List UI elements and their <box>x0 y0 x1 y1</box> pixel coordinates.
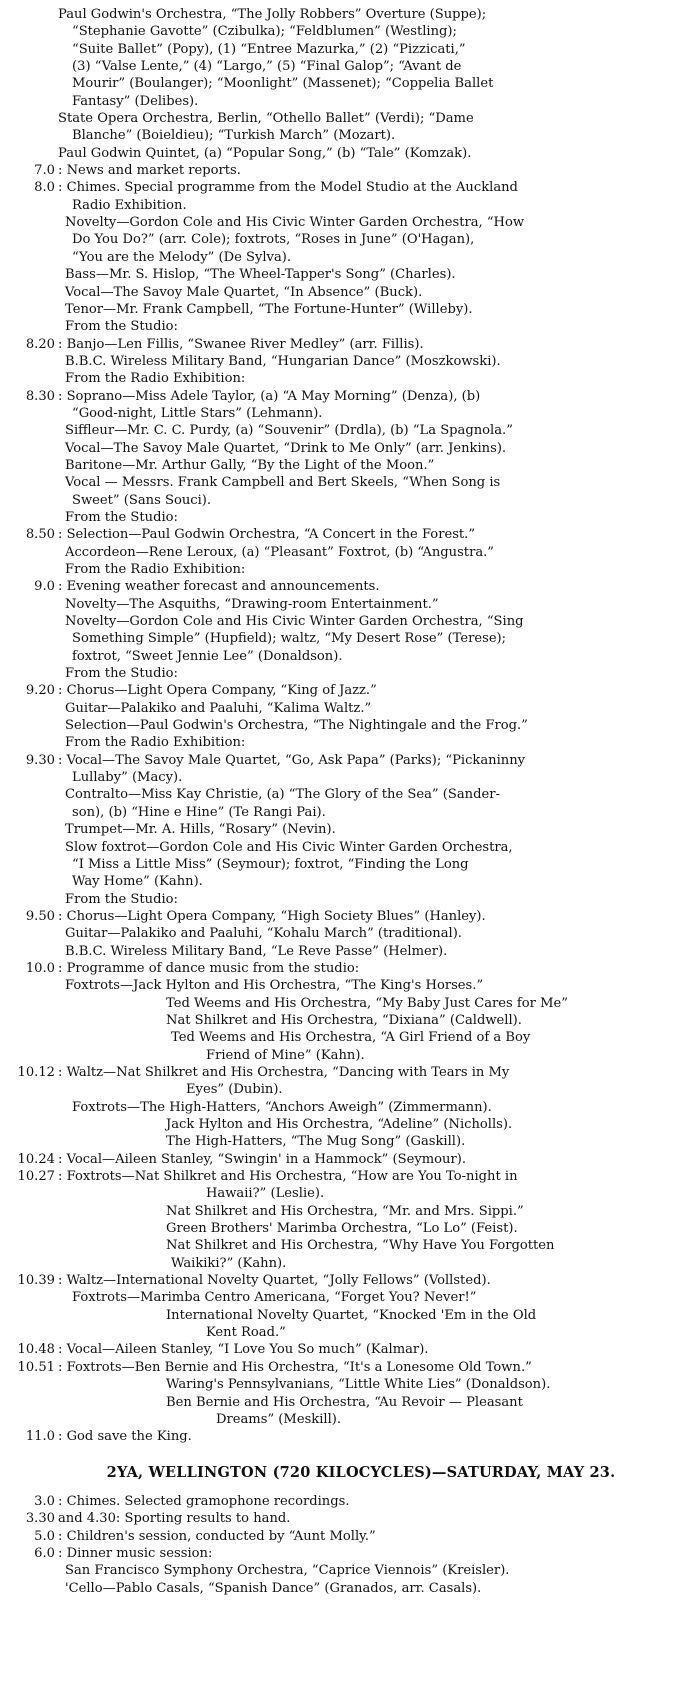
programme-line <box>6 1012 696 1029</box>
programme-text: Novelty—Gordon Cole and His Civic Winter Garden Orchestra, “How <box>65 215 525 231</box>
programme-line <box>6 318 696 335</box>
programme-line <box>6 908 696 925</box>
programme-line <box>6 665 696 682</box>
programme-text: : Chimes. Special programme from the Model Studio at the Auckland <box>58 180 518 196</box>
programme-text: Waring's Pennsylvanians, “Little White Lies” (Donaldson). <box>166 1377 551 1393</box>
programme-text: Selection—Paul Godwin's Orchestra, “The Nightingale and the Frog.” <box>65 718 528 734</box>
time-label: 10.51 <box>17 1359 55 1375</box>
programme-line <box>6 769 696 786</box>
programme-text: “You are the Melody” (De Sylva). <box>72 249 292 265</box>
programme-line <box>6 1359 696 1376</box>
time-label: 9.30 <box>25 752 55 768</box>
programme-line <box>6 613 696 630</box>
programme-line <box>6 786 696 803</box>
programme-line <box>6 336 696 353</box>
programme-text: Paul Godwin Quintet, (a) “Popular Song,” (b) “Tale” (Komzak). <box>58 145 472 161</box>
programme-line <box>6 162 696 179</box>
programme-line <box>6 995 696 1012</box>
programme-text: : Vocal—Aileen Stanley, “Swingin' in a Hammock” (Seymour). <box>58 1151 467 1167</box>
programme-text: : Dinner music session: <box>58 1545 213 1561</box>
programme-line <box>6 1272 696 1289</box>
programme-line <box>6 474 696 491</box>
programme-line <box>6 717 696 734</box>
programme-text: From the Studio: <box>65 891 178 907</box>
programme-text: San Francisco Symphony Orchestra, “Caprice Viennois” (Kreisler). <box>65 1563 510 1579</box>
time-label: 10.24 <box>17 1151 55 1167</box>
programme-line <box>6 648 696 665</box>
programme-line <box>6 891 696 908</box>
programme-line <box>6 1394 696 1411</box>
programme-line <box>6 1510 696 1527</box>
programme-text: “Suite Ballet” (Popy), (1) “Entree Mazurka,” (2) “Pizzicati,” <box>72 41 466 57</box>
programme-line <box>6 578 696 595</box>
programme-line <box>6 596 696 613</box>
programme-line <box>6 1081 696 1098</box>
programme-line <box>6 1493 696 1510</box>
programme-text: From the Radio Exhibition: <box>65 562 246 577</box>
programme-line <box>6 734 696 751</box>
programme-text: : Selection—Paul Godwin Orchestra, “A Concert in the Forest.” <box>58 527 476 543</box>
programme-line <box>6 873 696 890</box>
programme-text: Nat Shilkret and His Orchestra, “Why Have You Forgotten <box>166 1238 555 1254</box>
programme-text: : Evening weather forecast and announcements. <box>58 579 380 595</box>
programme-line <box>6 41 696 58</box>
programme-text: The High-Hatters, “The Mug Song” (Gaskill). <box>166 1134 466 1150</box>
programme-line <box>6 1562 696 1579</box>
programme-line <box>6 943 696 960</box>
programme-text: Kent Road.” <box>206 1325 286 1341</box>
time-label: 3.0 <box>34 1493 55 1509</box>
programme-text: Friend of Mine” (Kahn). <box>206 1047 365 1063</box>
station-heading: 2YA, WELLINGTON (720 KILOCYCLES)—SATURDAY, MAY 23. <box>106 1463 616 1481</box>
wellington-programme-listing <box>6 1493 696 1597</box>
programme-text: Waikiki?” (Kahn). <box>171 1255 287 1271</box>
programme-line <box>6 23 696 40</box>
programme-text: : Chorus—Light Opera Company, “King of Jazz.” <box>58 683 377 699</box>
programme-text: Vocal—The Savoy Male Quartet, “Drink to Me Only” (arr. Jenkins). <box>65 440 507 456</box>
programme-line <box>6 179 696 196</box>
programme-text: Vocal—The Savoy Male Quartet, “In Absence” (Buck). <box>65 284 423 300</box>
programme-text: Bass—Mr. S. Hislop, “The Wheel-Tapper's Song” (Charles). <box>65 267 456 283</box>
programme-text: Paul Godwin's Orchestra, “The Jolly Robbers” Overture (Suppe); <box>58 7 487 22</box>
programme-line <box>6 214 696 231</box>
programme-line <box>6 58 696 75</box>
programme-text: Eyes” (Dubin). <box>186 1082 283 1098</box>
programme-text: : Banjo—Len Fillis, “Swanee River Medley” (arr. Fillis). <box>58 336 424 352</box>
programme-text: Accordeon—Rene Leroux, (a) “Pleasant” Foxtrot, (b) “Angustra.” <box>65 544 494 560</box>
programme-text: Novelty—Gordon Cole and His Civic Winter Garden Orchestra, “Sing <box>65 614 524 630</box>
programme-line <box>6 1307 696 1324</box>
programme-line <box>6 284 696 301</box>
programme-line <box>6 526 696 543</box>
programme-line <box>6 1237 696 1254</box>
auckland-programme-listing <box>6 6 696 1446</box>
programme-line <box>6 6 696 23</box>
programme-text: State Opera Orchestra, Berlin, “Othello Ballet” (Verdi); “Dame <box>58 111 474 127</box>
programme-text: Ted Weems and His Orchestra, “My Baby Just Cares for Me” <box>166 995 568 1011</box>
programme-text: foxtrot, “Sweet Jennie Lee” (Donaldson). <box>72 648 343 664</box>
programme-text: “Good-night, Little Stars” (Lehmann). <box>72 405 323 421</box>
programme-line <box>6 1289 696 1306</box>
time-label: 9.0 <box>34 579 55 595</box>
programme-text: Blanche” (Boieldieu); “Turkish March” (Mozart). <box>72 128 396 144</box>
programme-text: Green Brothers' Marimba Orchestra, “Lo Lo” (Feist). <box>166 1221 518 1237</box>
programme-text: Tenor—Mr. Frank Campbell, “The Fortune-Hunter” (Willeby). <box>65 301 473 317</box>
programme-text: Ted Weems and His Orchestra, “A Girl Friend of a Boy <box>171 1030 531 1046</box>
programme-text: Ben Bernie and His Orchestra, “Au Revoir — Pleasant <box>166 1394 523 1410</box>
programme-text: Sweet” (Sans Souci). <box>72 492 212 508</box>
programme-line <box>6 544 696 561</box>
programme-line <box>6 1341 696 1358</box>
programme-text: Mourir” (Boulanger); “Moonlight” (Massenet); “Coppelia Ballet <box>72 76 494 92</box>
programme-line <box>6 1428 696 1445</box>
programme-text: : Vocal—The Savoy Male Quartet, “Go, Ask Papa” (Parks); “Pickaninny <box>58 752 526 768</box>
programme-line <box>6 75 696 92</box>
programme-line <box>6 1064 696 1081</box>
programme-text: From the Radio Exhibition: <box>65 371 246 387</box>
programme-line <box>6 1099 696 1116</box>
programme-text: Contralto—Miss Kay Christie, (a) “The Glory of the Sea” (Sander- <box>65 787 500 803</box>
time-label: 10.27 <box>17 1169 55 1185</box>
programme-text: Dreams” (Meskill). <box>216 1411 342 1427</box>
programme-text: B.B.C. Wireless Military Band, “Le Reve Passe” (Helmer). <box>65 943 448 959</box>
programme-line <box>6 977 696 994</box>
time-label: 8.20 <box>25 336 55 352</box>
programme-text: : Chorus—Light Opera Company, “High Society Blues” (Hanley). <box>58 908 486 924</box>
programme-text: Lullaby” (Macy). <box>72 770 183 786</box>
programme-text: : Children's session, conducted by “Aunt Molly.” <box>58 1528 376 1544</box>
programme-text: Novelty—The Asquiths, “Drawing-room Entertainment.” <box>65 596 439 612</box>
programme-text: : Foxtrots—Ben Bernie and His Orchestra, “It's a Lonesome Old Town.” <box>58 1359 532 1375</box>
programme-text: B.B.C. Wireless Military Band, “Hungarian Dance” (Moszkowski). <box>65 353 501 369</box>
programme-line <box>6 405 696 422</box>
programme-text: From the Studio: <box>65 509 178 525</box>
programme-text: Foxtrots—Jack Hylton and His Orchestra, “The King's Horses.” <box>65 978 484 994</box>
programme-text: : Vocal—Aileen Stanley, “I Love You So much” (Kalmar). <box>58 1342 429 1358</box>
programme-text: Nat Shilkret and His Orchestra, “Dixiana” (Caldwell). <box>166 1012 522 1028</box>
programme-text: Do You Do?” (arr. Cole); foxtrots, “Roses in June” (O'Hagan), <box>72 232 475 248</box>
programme-text: Radio Exhibition. <box>72 197 187 213</box>
programme-text: (3) “Valse Lente,” (4) “Largo,” (5) “Final Galop”; “Avant de <box>72 59 462 75</box>
time-label: 5.0 <box>34 1528 55 1544</box>
programme-line <box>6 249 696 266</box>
programme-text: : News and market reports. <box>58 163 241 179</box>
programme-line <box>6 1185 696 1202</box>
programme-line <box>6 804 696 821</box>
programme-line <box>6 145 696 162</box>
programme-text: : God save the King. <box>58 1429 192 1445</box>
programme-line <box>6 370 696 387</box>
programme-line <box>6 1168 696 1185</box>
programme-text: Guitar—Palakiko and Paaluhi, “Kohalu March” (traditional). <box>65 926 462 942</box>
time-label: 8.50 <box>25 527 55 543</box>
time-label: 9.20 <box>25 683 55 699</box>
programme-text: From the Studio: <box>65 666 178 682</box>
time-label: 7.0 <box>34 163 55 179</box>
programme-line <box>6 457 696 474</box>
programme-text: Jack Hylton and His Orchestra, “Adeline” (Nicholls). <box>166 1117 513 1132</box>
programme-line <box>6 1151 696 1168</box>
programme-text: : Soprano—Miss Adele Taylor, (a) “A May Morning” (Denza), (b) <box>58 388 481 404</box>
programme-text: Vocal — Messrs. Frank Campbell and Bert Skeels, “When Song is <box>65 475 501 491</box>
programme-line <box>6 388 696 405</box>
programme-text: son), (b) “Hine e Hine” (Te Rangi Pai). <box>72 804 326 820</box>
programme-text: Nat Shilkret and His Orchestra, “Mr. and Mrs. Sippi.” <box>166 1203 524 1219</box>
programme-text: Hawaii?” (Leslie). <box>206 1186 325 1202</box>
programme-text: and 4.30: Sporting results to hand. <box>58 1511 291 1527</box>
programme-text: : Foxtrots—Nat Shilkret and His Orchestra, “How are You To-night in <box>58 1169 518 1185</box>
programme-line <box>6 1047 696 1064</box>
time-label: 10.39 <box>17 1273 55 1289</box>
programme-line <box>6 821 696 838</box>
programme-line <box>6 925 696 942</box>
programme-text: Something Simple” (Hupfield); waltz, “My Desert Rose” (Terese); <box>72 631 507 647</box>
programme-line <box>6 1411 696 1428</box>
programme-line <box>6 752 696 769</box>
programme-line <box>6 1545 696 1562</box>
time-label: 11.0 <box>25 1429 55 1445</box>
programme-line <box>6 422 696 439</box>
programme-line <box>6 1203 696 1220</box>
programme-line <box>6 630 696 647</box>
time-label: 10.12 <box>17 1064 55 1080</box>
programme-text: Guitar—Palakiko and Paaluhi, “Kalima Waltz.” <box>65 700 372 716</box>
programme-line <box>6 839 696 856</box>
programme-text: Slow foxtrot—Gordon Cole and His Civic Winter Garden Orchestra, <box>65 839 513 855</box>
programme-text: : Waltz—International Novelty Quartet, “Jolly Fellows” (Vollsted). <box>58 1273 491 1289</box>
programme-text: “I Miss a Little Miss” (Seymour); foxtrot, “Finding the Long <box>72 856 469 872</box>
programme-text: International Novelty Quartet, “Knocked 'Em in the Old <box>166 1307 537 1323</box>
programme-line <box>6 440 696 457</box>
programme-text: Foxtrots—Marimba Centro Americana, “Forget You? Never!” <box>72 1290 477 1306</box>
time-label: 10.0 <box>25 960 55 976</box>
time-label: 8.0 <box>34 180 55 196</box>
programme-line <box>6 93 696 110</box>
programme-line <box>6 700 696 717</box>
programme-text: 'Cello—Pablo Casals, “Spanish Dance” (Granados, arr. Casals). <box>65 1580 482 1596</box>
programme-text: “Stephanie Gavotte” (Czibulka); “Feldblumen” (Westling); <box>72 24 457 40</box>
programme-text: From the Radio Exhibition: <box>65 735 246 751</box>
programme-text: : Programme of dance music from the studio: <box>58 960 360 976</box>
programme-line <box>6 266 696 283</box>
programme-line <box>6 682 696 699</box>
programme-line <box>6 353 696 370</box>
time-label: 3.30 <box>25 1511 55 1527</box>
programme-line <box>6 1133 696 1150</box>
programme-line <box>6 231 696 248</box>
programme-line <box>6 197 696 214</box>
programme-line <box>6 960 696 977</box>
time-label: 10.48 <box>17 1342 55 1358</box>
programme-line <box>6 1220 696 1237</box>
programme-text: : Waltz—Nat Shilkret and His Orchestra, “Dancing with Tears in My <box>58 1064 510 1080</box>
programme-line <box>6 1528 696 1545</box>
programme-text: Way Home” (Kahn). <box>72 874 203 890</box>
programme-line <box>6 1324 696 1341</box>
time-label: 6.0 <box>34 1545 55 1561</box>
programme-line <box>6 856 696 873</box>
programme-text: Siffleur—Mr. C. C. Purdy, (a) “Souvenir” (Drdla), (b) “La Spagnola.” <box>65 423 513 439</box>
programme-text: Trumpet—Mr. A. Hills, “Rosary” (Nevin). <box>65 822 336 838</box>
programme-text: Foxtrots—The High-Hatters, “Anchors Aweigh” (Zimmermann). <box>72 1099 492 1115</box>
time-label: 8.30 <box>25 388 55 404</box>
programme-line <box>6 110 696 127</box>
programme-line <box>6 127 696 144</box>
programme-text: From the Studio: <box>65 319 178 335</box>
programme-text: Fantasy” (Delibes). <box>72 93 199 109</box>
programme-text: Baritone—Mr. Arthur Gally, “By the Light of the Moon.” <box>65 457 435 473</box>
programme-line <box>6 1116 696 1133</box>
programme-line <box>6 1029 696 1046</box>
programme-line <box>6 509 696 526</box>
programme-line <box>6 1580 696 1597</box>
programme-line <box>6 561 696 578</box>
time-label: 9.50 <box>25 908 55 924</box>
programme-line <box>6 301 696 318</box>
programme-line <box>6 1255 696 1272</box>
programme-text: : Chimes. Selected gramophone recordings. <box>58 1493 350 1509</box>
programme-line <box>6 492 696 509</box>
programme-line <box>6 1376 696 1393</box>
